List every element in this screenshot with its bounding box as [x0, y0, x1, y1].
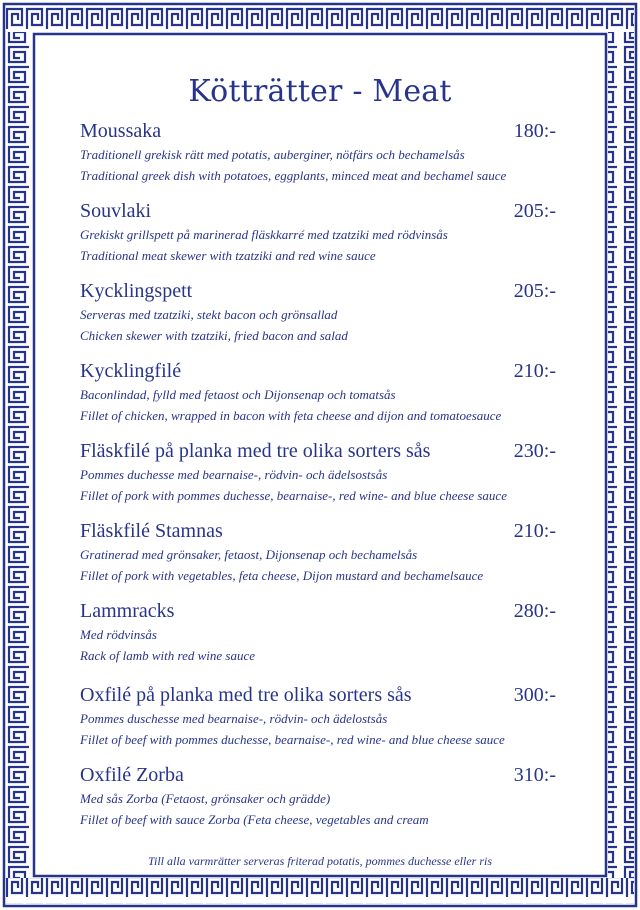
dish-name: Souvlaki — [80, 200, 152, 222]
dish-description-english: Traditional meat skewer with tzatziki and red wine sauce — [80, 248, 376, 263]
dish-list — [80, 118, 560, 830]
dish-description-swedish: Med rödvinsås — [80, 627, 157, 642]
page-title: Kötträtter - Meat — [188, 74, 452, 109]
dish-name: Fläskfilé på planka med tre olika sorters sås — [80, 440, 431, 462]
dish-item — [80, 438, 560, 506]
dish-name: Kycklingfilé — [80, 360, 182, 382]
dish-description-english: Traditional greek dish with potatoes, eggplants, minced meat and bechamel sauce — [80, 168, 507, 183]
dish-description-swedish: Med sås Zorba (Fetaost, grönsaker och grädde) — [80, 791, 331, 806]
dish-name: Fläskfilé Stamnas — [80, 520, 223, 542]
dish-description-english: Fillet of chicken, wrapped in bacon with feta cheese and dijon and tomatoesauce — [80, 408, 502, 423]
dish-price: 210:- — [513, 360, 556, 382]
dish-description-english: Fillet of beef with pommes duchesse, bearnaise-, red wine- and blue cheese sauce — [80, 732, 505, 747]
dish-item — [80, 278, 560, 346]
dish-description-english: Chicken skewer with tzatziki, fried bacon and salad — [80, 328, 348, 343]
dish-name: Lammracks — [80, 600, 175, 622]
menu-content — [80, 70, 560, 868]
dish-price: 210:- — [513, 520, 556, 542]
dish-price: 300:- — [513, 684, 556, 706]
dish-description-swedish: Gratinerad med grönsaker, fetaost, Dijonsenap och bechamelsås — [80, 547, 418, 562]
dish-price: 230:- — [513, 440, 556, 462]
dish-item — [80, 358, 560, 426]
dish-header — [80, 198, 560, 224]
dish-description-swedish: Grekiskt grillspett på marinerad fläskkarré med tzatziki med rödvinsås — [80, 227, 448, 242]
dish-item — [80, 762, 560, 830]
dish-header — [80, 598, 560, 624]
dish-name: Kycklingspett — [80, 280, 193, 302]
dish-header — [80, 518, 560, 544]
dish-name: Oxfilé Zorba — [80, 764, 184, 786]
dish-header — [80, 438, 560, 464]
dish-description-english: Fillet of pork with pommes duchesse, bearnaise-, red wine- and blue cheese sauce — [80, 488, 507, 503]
dish-description-english: Rack of lamb with red wine sauce — [80, 648, 255, 663]
dish-header — [80, 358, 560, 384]
dish-header — [80, 118, 560, 144]
dish-item — [80, 518, 560, 586]
dish-description-swedish: Serveras med tzatziki, stekt bacon och grönsallad — [80, 307, 338, 322]
footer-note: Till alla varmrätter serveras friterad potatis, pommes duchesse eller ris — [148, 854, 492, 868]
dish-item — [80, 598, 560, 666]
dish-header — [80, 682, 560, 708]
dish-description-english: Fillet of pork with vegetables, feta cheese, Dijon mustard and bechamelsauce — [80, 568, 484, 583]
dish-item — [80, 118, 560, 186]
dish-price: 280:- — [513, 600, 556, 622]
dish-name: Moussaka — [80, 120, 162, 142]
dish-description-english: Fillet of beef with sauce Zorba (Feta cheese, vegetables and cream — [80, 812, 429, 827]
dish-item — [80, 682, 560, 750]
dish-item — [80, 198, 560, 266]
dish-description-swedish: Pommes duchesse med bearnaise-, rödvin- och ädelsostsås — [80, 467, 388, 482]
dish-price: 205:- — [513, 280, 556, 302]
dish-price: 205:- — [513, 200, 556, 222]
dish-name: Oxfilé på planka med tre olika sorters sås — [80, 684, 412, 706]
dish-price: 310:- — [513, 764, 556, 786]
dish-description-swedish: Baconlindad, fylld med fetaost och Dijonsenap och tomatsås — [80, 387, 396, 402]
dish-header — [80, 278, 560, 304]
dish-price: 180:- — [513, 120, 556, 142]
dish-description-swedish: Traditionell grekisk rätt med potatis, auberginer, nötfärs och bechamelsås — [80, 147, 465, 162]
dish-header — [80, 762, 560, 788]
dish-description-swedish: Pommes duschesse med bearnaise-, rödvin- och ädelostsås — [80, 711, 388, 726]
